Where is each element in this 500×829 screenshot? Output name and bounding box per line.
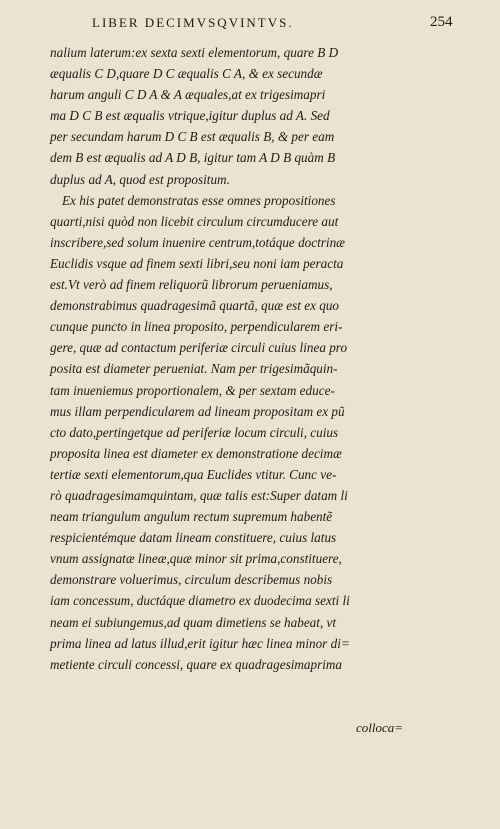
text-line: proposita linea est diameter ex demonstratione decimæ bbox=[50, 445, 342, 461]
text-line: est.Vt verò ad finem reliquorũ librorum perueniamus, bbox=[50, 277, 333, 293]
body-text bbox=[50, 42, 405, 675]
text-line: cto dato,pertingetque ad periferiæ locum circuli, cuius bbox=[50, 424, 339, 440]
running-header: LIBER DECIMVSQVINTVS. bbox=[92, 15, 294, 30]
text-line: inscribere,sed solum inuenire centrum,totáque doctrinæ bbox=[50, 234, 345, 250]
text-line: neam ei subiungemus,ad quam dimetiens se habeat, vt bbox=[50, 614, 337, 630]
text-line: nalium laterum:ex sexta sexti elementorum, quare B D bbox=[50, 45, 339, 60]
text-line: æqualis C D,quare D C æqualis C A, & ex secundæ bbox=[50, 66, 323, 82]
text-line: per secundam harum D C B est æqualis B, & per eam bbox=[50, 129, 335, 145]
text-line: dem B est æqualis ad A D B, igitur tam A D B quàm B bbox=[50, 150, 336, 166]
text-line: mus illam perpendicularem ad lineam propositam ex pũ bbox=[50, 403, 345, 419]
text-line: prima linea ad latus illud,erit igitur hæc linea minor di= bbox=[50, 635, 350, 651]
text-line: neam triangulum angulum rectum supremum habentẽ bbox=[50, 509, 333, 525]
page-number: 254 bbox=[430, 14, 453, 30]
text-line: rò quadragesimamquintam, quæ talis est:Super datam li bbox=[50, 487, 348, 503]
text-line: tam inueniemus proportionalem, & per sextam educe- bbox=[50, 382, 335, 398]
text-line: gere, quæ ad contactum periferiæ circuli cuius linea pro bbox=[50, 340, 348, 356]
text-line: tertiæ sexti elementorum,qua Euclides vtitur. Cunc ve- bbox=[50, 466, 337, 482]
catchword: colloca= bbox=[356, 720, 404, 735]
text-line: quarti,nisi quòd non licebit circulum circumducere aut bbox=[50, 213, 339, 229]
text-line: Ex his patet demonstratas esse omnes propositiones bbox=[62, 192, 336, 208]
text-line: respicientémque datam lineam constituere, cuius latus bbox=[50, 530, 337, 546]
text-line: harum anguli C D A & A æquales,at ex trigesimapri bbox=[50, 87, 326, 103]
text-line: cunque puncto in linea proposito, perpendicularem eri- bbox=[50, 319, 343, 335]
text-line: iam concessum, ductáque diametro ex duodecima sexti li bbox=[50, 593, 350, 609]
text-line: duplus ad A, quod est propositum. bbox=[50, 171, 230, 187]
text-line: Euclidis vsque ad finem sexti libri,seu noni iam peracta bbox=[50, 255, 344, 271]
text-line: metiente circuli concessi, quare ex quadragesimaprima bbox=[50, 656, 343, 672]
text-line: demonstrabimus quadragesimã quartã, quæ est ex quo bbox=[50, 298, 340, 314]
text-line: demonstrare voluerimus, circulum describemus nobis bbox=[50, 572, 333, 588]
text-line: ma D C B est æqualis vtrique,igitur duplus ad A. Sed bbox=[50, 108, 330, 124]
text-line: posita est diameter perueniat. Nam per trigesimãquin- bbox=[50, 361, 338, 377]
text-line: vnum assignatæ lineæ,quæ minor sit prima,constituere, bbox=[50, 551, 342, 567]
